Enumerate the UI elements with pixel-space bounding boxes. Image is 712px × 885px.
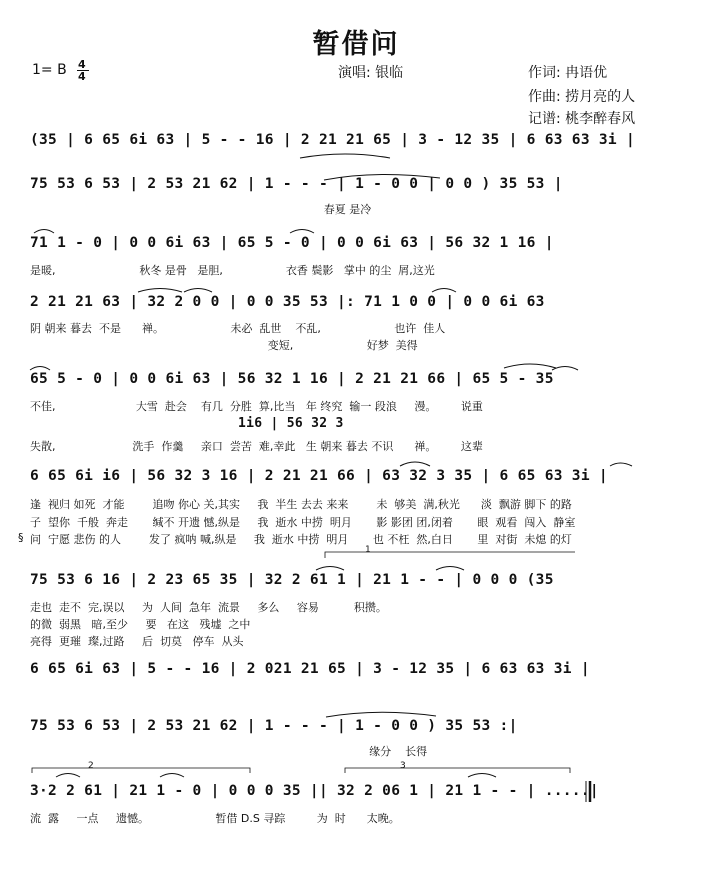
lyric-line-6c: 问 宁愿 悲伤 的人 发了 疯呐 喊,纵是 我 逝水 中捞 明月 也 不枉 然,白日 里 对街 未熄 的灯: [30, 533, 572, 546]
notation-line-9: 75 53 6 53 | 2 53 21 62 | 1 - - - | 1 - 0 0 ) 35 53 :|: [30, 718, 518, 734]
lyric-line-7a: 走也 走不 完,误以 为 人间 急年 流景 多么 容易 积攒。: [30, 601, 387, 614]
song-title: 暂借问: [312, 29, 400, 60]
lyric-line-9a: 缘分 长得: [30, 745, 428, 758]
key-signature: 1= B: [32, 62, 67, 78]
slur: [326, 712, 436, 717]
notation-line-5: 65 5 - 0 | 0 0 6i 63 | 56 32 1 16 | 2 21 21 66 | 65 5 - 35: [30, 371, 554, 387]
slur: [552, 367, 578, 371]
lyric-line-4b: 变短, 好梦 美得: [30, 339, 418, 352]
lyric-line-2a: 春夏 是冷: [30, 203, 372, 216]
slur: [436, 567, 464, 571]
tuplet-bracket-3: [345, 768, 570, 773]
notation-line-6: 6 65 6i i6 | 56 32 3 16 | 2 21 21 66 | 63 32 3 35 | 6 65 63 3i |: [30, 468, 608, 484]
composer-credit: 作曲: 捞月亮的人: [528, 89, 636, 105]
time-signature-top: 4: [78, 58, 86, 71]
slur: [432, 289, 456, 293]
alternate-notation-5: 1i6 | 56 32 3: [238, 416, 344, 431]
slur: [468, 774, 496, 778]
notation-line-1: (35 | 6 65 6i 63 | 5 - - 16 | 2 21 21 65 | 3 - 12 35 | 6 63 63 3i |: [30, 132, 635, 148]
slur: [160, 774, 184, 778]
tuplet-number-3: 3: [400, 761, 406, 771]
lyric-line-7b: 的微 弱黑 暗,至少 要 在这 残墟 之中: [30, 618, 251, 631]
transcriber-credit: 记谱: 桃李醉春风: [528, 111, 636, 127]
slur: [290, 230, 314, 234]
notation-line-3: 71 1 - 0 | 0 0 6i 63 | 65 5 - 0 | 0 0 6i 63 | 56 32 1 16 |: [30, 235, 554, 251]
slur: [184, 289, 212, 293]
lyric-line-7c: 亮得 更璀 璨,过路 后 切莫 停车 从头: [30, 635, 244, 648]
lyric-line-3a: 是暖, 秋冬 是骨 是胆, 衣香 鬓影 掌中 的尘 屑,这光: [30, 264, 435, 277]
notation-line-8: 6 65 6i 63 | 5 - - 16 | 2 021 21 65 | 3 - 12 35 | 6 63 63 3i |: [30, 661, 590, 677]
lyric-line-10a: 流 露 一点 遗憾。 暂借 D.S 寻踪 为 时 太晚。: [30, 812, 400, 825]
lyric-line-6a: 逢 视归 如死 才能 追吻 你心 关,其实 我 半生 去去 来来 未 够美 满,秋光 淡 飘游 脚下 的路: [30, 498, 572, 511]
notation-line-4: 2 21 21 63 | 32 2 0 0 | 0 0 35 53 |: 71 1 0 0 | 0 0 6i 63: [30, 294, 545, 310]
notation-line-7: 75 53 6 16 | 2 23 65 35 | 32 2 61 1 | 21 1 - - | 0 0 0 (35: [30, 572, 554, 588]
segno-sign: §: [18, 531, 24, 544]
tuplet-bracket-2: [32, 768, 250, 773]
time-signature-bottom: 4: [78, 70, 86, 83]
notation-line-2: 75 53 6 53 | 2 53 21 62 | 1 - - - | 1 - 0 0 | 0 0 ) 35 53 |: [30, 176, 563, 192]
lyric-line-4a: 阴 朝来 暮去 不是 禅。 未必 乱世 不乱, 也许 佳人: [30, 322, 446, 335]
tuplet-number-2: 2: [88, 761, 94, 771]
slur: [34, 230, 54, 234]
slur: [610, 463, 632, 466]
slur: [30, 367, 50, 371]
slur: [300, 154, 390, 158]
volta-bracket: [325, 552, 575, 558]
singer-credit: 演唱: 银临: [338, 65, 404, 81]
slur: [504, 364, 556, 368]
lyric-line-5b: 失散, 洗手 作羹 亲口 尝苦 难,幸此 生 朝来 暮去 不识 禅。 这辈: [30, 440, 483, 453]
lyric-line-6b: 子 望你 千般 奔走 缄不 开遗 憾,纵是 我 逝水 中捞 明月 影 影团 团,闭着 眼 观看 闯入 静室: [30, 516, 576, 529]
slur: [316, 567, 344, 571]
slur: [56, 774, 80, 778]
slur: [138, 289, 182, 293]
slur: [400, 462, 430, 466]
volta-number: 1: [365, 545, 371, 555]
lyricist-credit: 作词: 冉语优: [528, 65, 608, 81]
notation-line-10: 3·2 2 61 | 21 1 - 0 | 0 0 0 35 || 32 2 06 1 | 21 1 - - | .....|: [30, 783, 599, 799]
lyric-line-5a: 不佳, 大雪 赴会 有几 分胜 算,比当 年 终究 输一 段浪 漫。 说重: [30, 400, 483, 413]
